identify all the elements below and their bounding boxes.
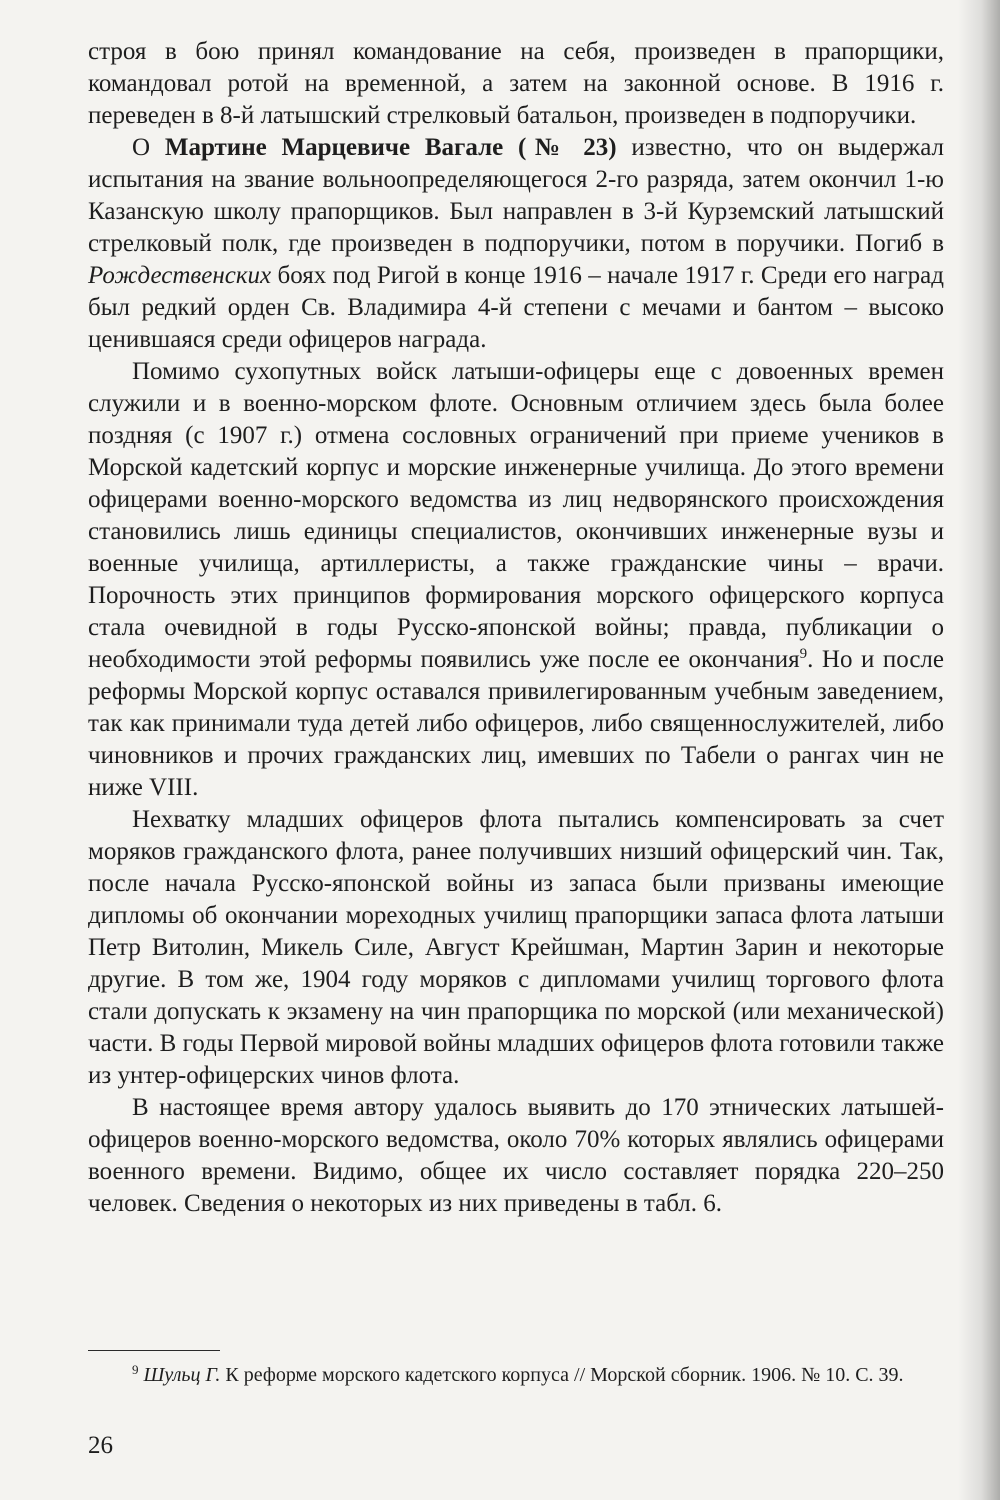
- footnote-author: Шульц Г.: [143, 1364, 221, 1386]
- footnote-divider: [88, 1350, 220, 1351]
- paragraph: [88, 356, 944, 804]
- footnote-text: К реформе морского кадетского корпуса // Морской сборник. 1906. № 10. С. 39.: [220, 1364, 904, 1386]
- italic-word: Рождественских: [88, 262, 272, 289]
- text-run: известно, что он выдержал испытания на звание вольноопределяющегося 2-го разряда, затем окончил 1-ю Казанскую школу прапорщиков. Был направлен в 3-й Курземский латышский стрелковый полк, где произведен в подпоручики, потом в поручики. Погиб в: [88, 134, 945, 257]
- bold-name: Мартине Марцевиче Вагале (№ 23): [164, 134, 617, 161]
- main-text: [88, 36, 944, 1220]
- footnote-reference: 9: [799, 646, 808, 662]
- page-edge-shadow: [958, 0, 1000, 1500]
- footnote-number: 9: [132, 1362, 139, 1377]
- text-run: Помимо сухопутных войск латыши-офицеры еще с довоенных времен служили и в военно-морском флоте. Основным отличием здесь была более поздняя (с 1907 г.) отмена сословных ограничений при приеме учеников в Морской кадетский корпус и морские инженерные училища. До этого времени офицерами военно-морского ведомства из лиц недворянского происхождения становились лишь единицы специалистов, окончивших инженерные вузы и военные училища, артиллеристы, а также гражданские чины – врачи. Порочность этих принципов формирования морского офицерского корпуса стала очевидной в годы Русско-японской войны; правда, публикации о необходимости этой реформы появились уже после ее окончания: [88, 358, 944, 673]
- text-run: . Но и после реформы Морской корпус оставался привилегированным учебным заведением, так как принимали туда детей либо офицеров, либо священнослужителей, либо чиновников и прочих гражданских лиц, имевших по Табели о рангах чин не ниже VIII.: [88, 646, 944, 801]
- page-number: 26: [88, 1432, 113, 1459]
- paragraph: [88, 132, 944, 356]
- text-run: Нехватку младших офицеров флота пытались компенсировать за счет моряков гражданского флота, ранее получивших низший офицерский чин. Так, после начала Русско-японской войны из запаса были призваны имеющие дипломы об окончании мореходных училищ прапорщики запаса флота латыши Петр Витолин, Микель Силе, Август Крейшман, Мартин Зарин и некоторые другие. В том же, 1904 году моряков с дипломами училищ торгового флота стали допускать к экзамену на чин прапорщика по морской (или механической) части. В годы Первой мировой войны младших офицеров флота готовили также из унтер-офицерских чинов флота.: [88, 806, 944, 1089]
- paragraph: [88, 1092, 944, 1220]
- text-run: строя в бою принял командование на себя, произведен в прапорщики, командовал ротой на временной, а затем на законной основе. В 1916 г. переведен в 8-й латышский стрелковый батальон, произведен в подпоручики.: [88, 38, 944, 129]
- text-run: В настоящее время автору удалось выявить до 170 этнических латышей-офицеров военно-морского ведомства, около 70% которых являлись офицерами военного времени. Видимо, общее их число составляет порядка 220–250 человек. Сведения о некоторых из них приведены в табл. 6.: [88, 1094, 944, 1217]
- paragraph: [88, 36, 944, 132]
- footnote: [88, 1362, 944, 1388]
- paragraph: [88, 804, 944, 1092]
- text-run: О: [132, 134, 165, 161]
- text-run: боях под Ригой в конце 1916 – начале 1917 г. Среди его наград был редкий орден Св. Владимира 4-й степени с мечами и бантом – высоко ценившаяся среди офицеров награда.: [88, 262, 944, 353]
